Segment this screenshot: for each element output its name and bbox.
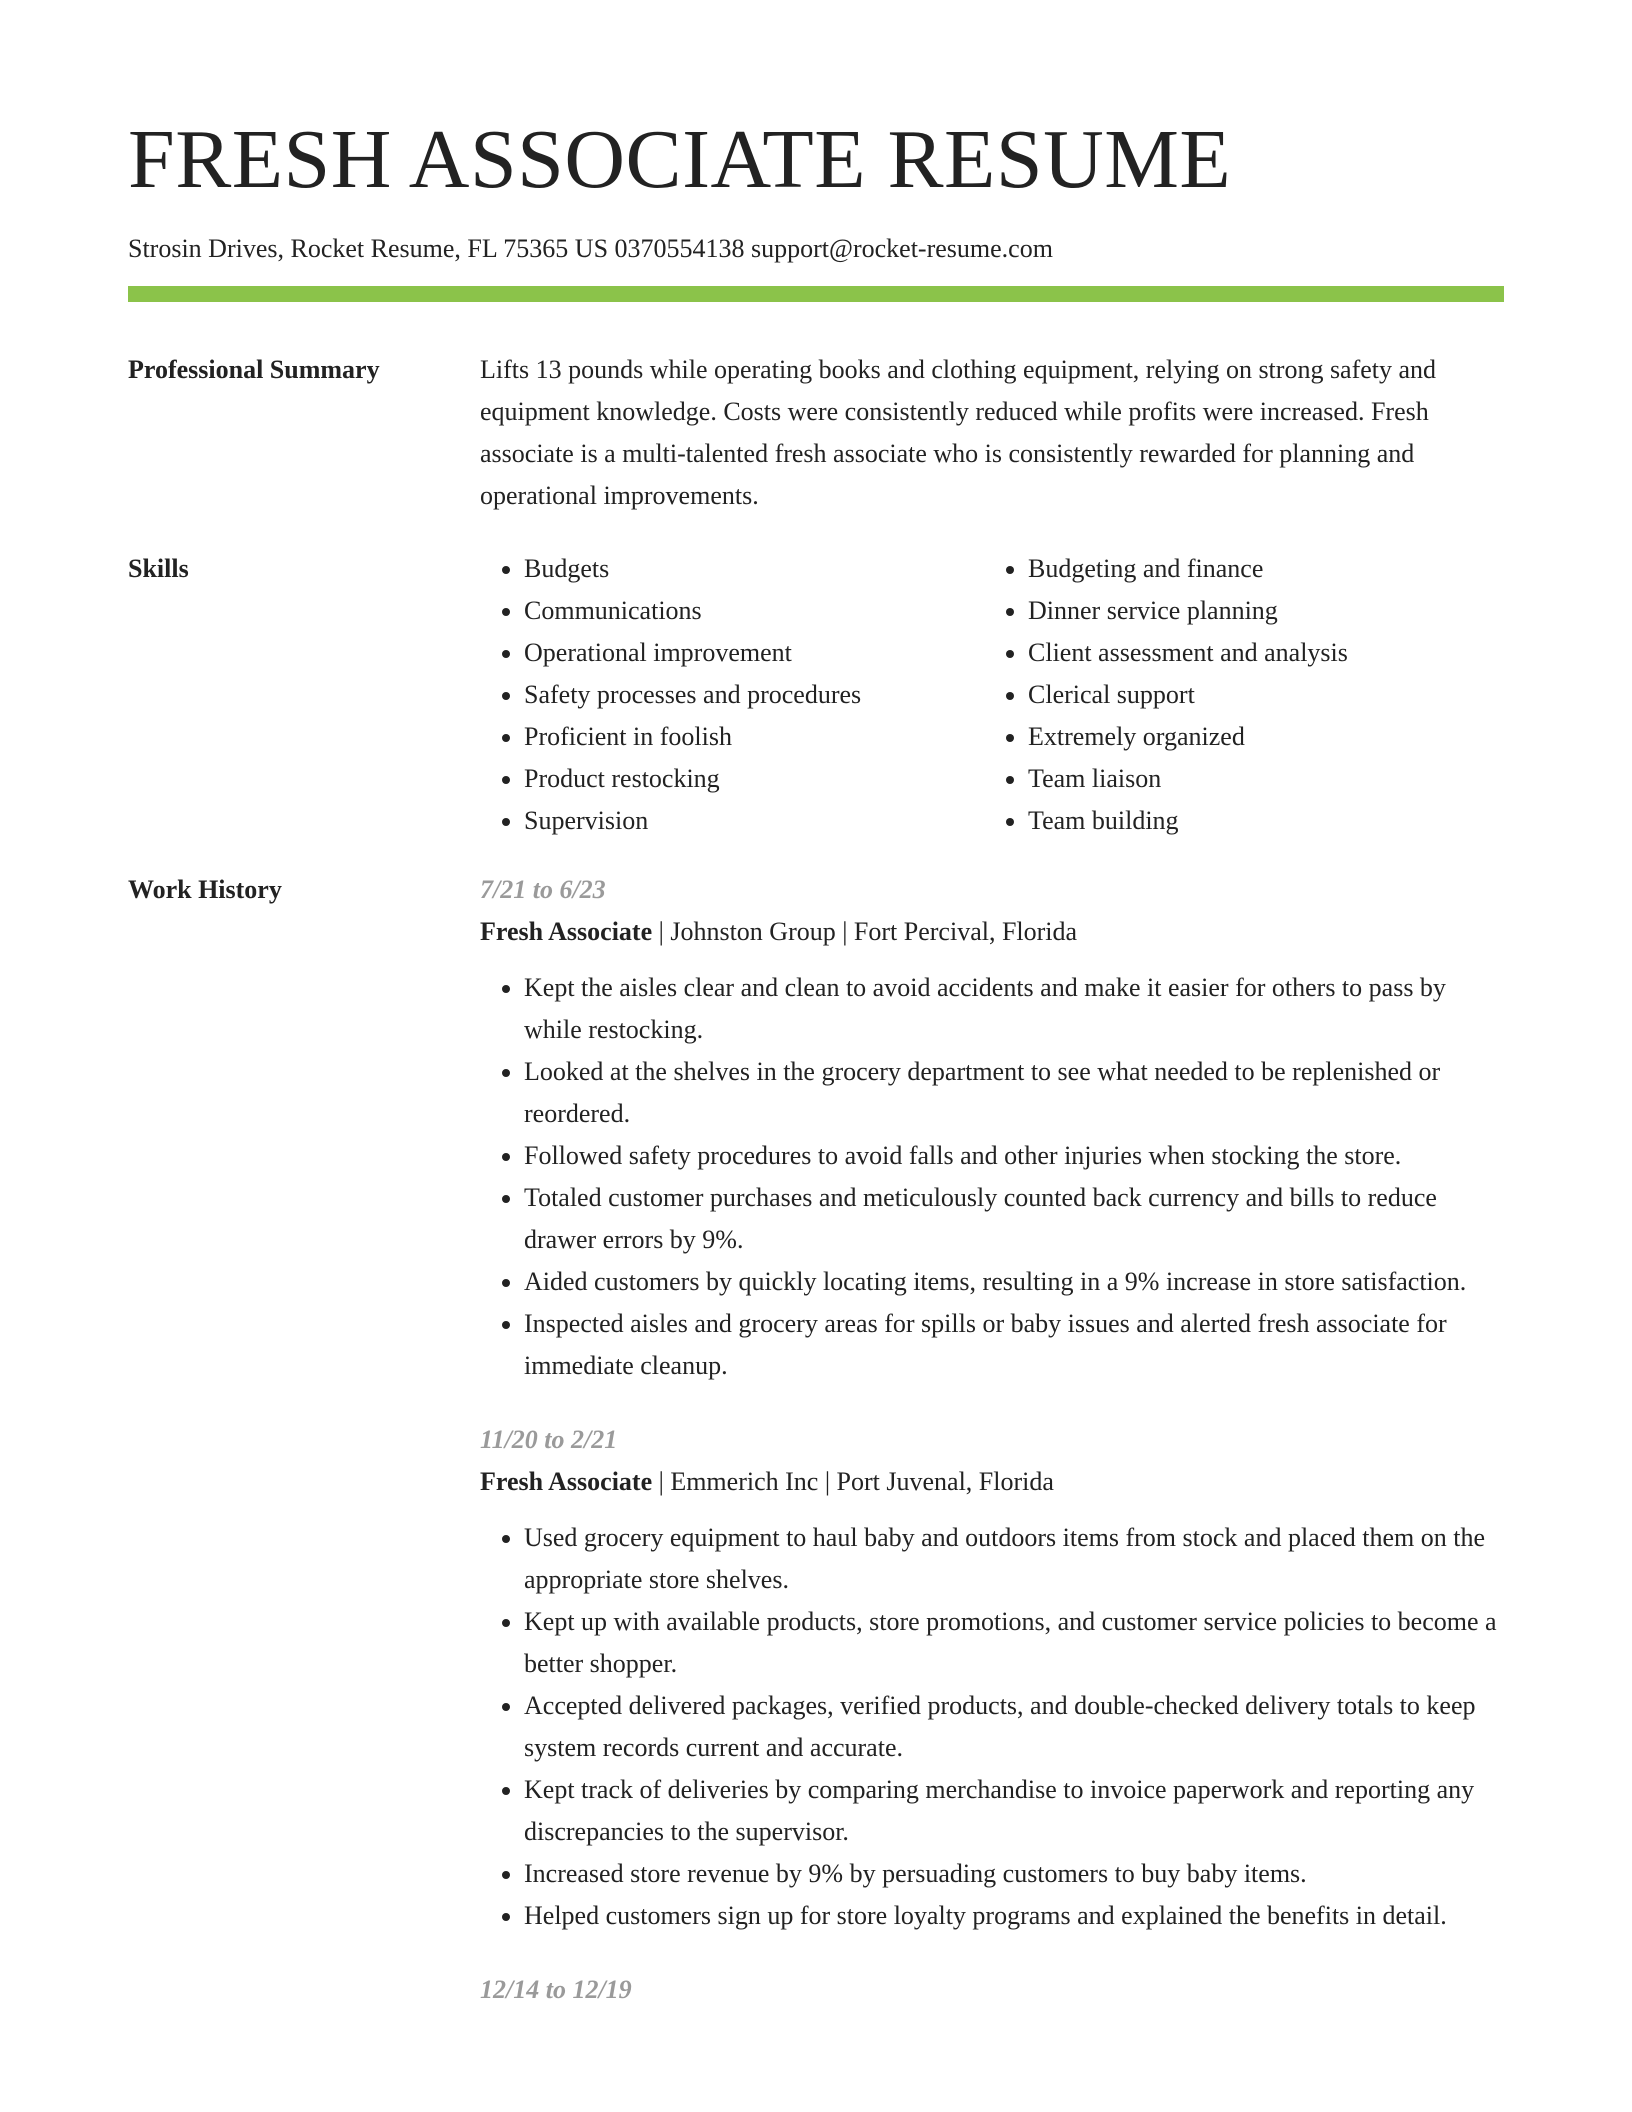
work-label: Work History [128,875,282,904]
skill-item: • Communications [524,590,984,632]
job-heading [480,1461,1510,1503]
skills-list-left [480,548,984,842]
job-title: Fresh Associate [480,1467,653,1496]
job-heading [480,911,1510,953]
summary-label: Professional Summary [128,355,380,384]
summary-body [480,349,1510,517]
skill-item: • Operational improvement [524,632,984,674]
job-bullet: • Looked at the shelves in the grocery department to see what needed to be replenished or reordered. [524,1051,1510,1135]
contact-line: Strosin Drives, Rocket Resume, FL 75365 US 0370554138 support@rocket-resume.com [128,234,1053,263]
job-bullet: • Inspected aisles and grocery areas for spills or baby issues and alerted fresh associate for immediate cleanup. [524,1303,1510,1387]
skill-item: • Product restocking [524,758,984,800]
job-bullet: • Accepted delivered packages, verified products, and double-checked delivery totals to keep system records current and accurate. [524,1685,1510,1769]
job-bullet-list [480,1517,1510,1937]
skills-grid [480,548,1510,842]
job-entry [480,869,1510,1387]
skill-item: • Budgets [524,548,984,590]
job-title: Fresh Associate [480,917,653,946]
skills-label: Skills [128,554,189,583]
work-body [480,869,1510,2043]
skill-item: • Safety processes and procedures [524,674,984,716]
skill-item: • Dinner service planning [1028,590,1488,632]
job-bullet: • Used grocery equipment to haul baby and outdoors items from stock and placed them on the appropriate store shelves. [524,1517,1510,1601]
job-bullet-list [480,967,1510,1387]
job-bullet: • Kept track of deliveries by comparing merchandise to invoice paperwork and reporting any discrepancies to the supervisor. [524,1769,1510,1853]
skill-item: • Team building [1028,800,1488,842]
job-dates: 12/14 to 12/19 [480,1975,632,2004]
job-entry [480,1969,1510,2011]
resume-title: FRESH ASSOCIATE RESUME [128,113,1232,206]
skills-list-right [984,548,1488,842]
job-bullet: • Kept the aisles clear and clean to avoid accidents and make it easier for others to pass by while restocking. [524,967,1510,1051]
skill-item: • Proficient in foolish [524,716,984,758]
header-divider [128,286,1504,302]
job-bullet: • Kept up with available products, store promotions, and customer service policies to become a better shopper. [524,1601,1510,1685]
job-bullet: • Aided customers by quickly locating items, resulting in a 9% increase in store satisfaction. [524,1261,1510,1303]
skill-item: • Team liaison [1028,758,1488,800]
job-dates: 7/21 to 6/23 [480,875,606,904]
skill-item: • Budgeting and finance [1028,548,1488,590]
job-entry [480,1419,1510,1937]
job-bullet: • Followed safety procedures to avoid falls and other injuries when stocking the store. [524,1135,1510,1177]
summary-text: Lifts 13 pounds while operating books and clothing equipment, relying on strong safety and equipment knowledge. Costs were consistently reduced while profits were increased. Fresh associate is a multi-talented fresh associate who is consistently rewarded for planning and operational improvements. [480,355,1437,510]
skill-item: • Client assessment and analysis [1028,632,1488,674]
job-bullet: • Increased store revenue by 9% by persuading customers to buy baby items. [524,1853,1510,1895]
skill-item: • Extremely organized [1028,716,1488,758]
job-company-location: | Emmerich Inc | Port Juvenal, Florida [652,1467,1054,1496]
job-dates: 11/20 to 2/21 [480,1425,618,1454]
job-bullet: • Helped customers sign up for store loyalty programs and explained the benefits in detail. [524,1895,1510,1937]
skill-item: • Supervision [524,800,984,842]
skill-item: • Clerical support [1028,674,1488,716]
job-company-location: | Johnston Group | Fort Percival, Florida [652,917,1078,946]
skills-body [480,548,1510,842]
job-bullet: • Totaled customer purchases and meticulously counted back currency and bills to reduce drawer errors by 9%. [524,1177,1510,1261]
